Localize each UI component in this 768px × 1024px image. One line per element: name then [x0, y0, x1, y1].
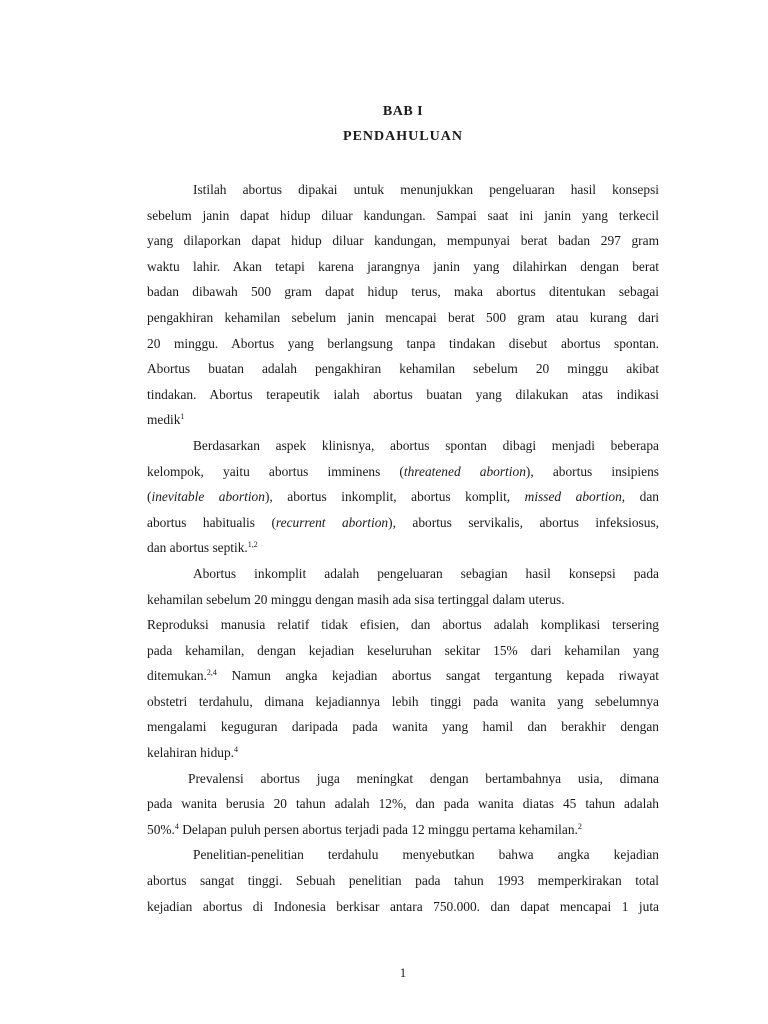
text-line: Istilah abortus dipakai untuk menunjukkan pengeluaran hasil konsepsi [193, 182, 659, 197]
text-line: mengalami keguguran daripada pada wanita yang hamil dan berakhir dengan [147, 719, 659, 735]
text-fragment: dan abortus septik. [147, 540, 248, 556]
footnote-ref: 4 [174, 821, 179, 831]
text-fragment: kelompok, yaitu abortus imminens ( [147, 463, 404, 479]
body-text [147, 177, 659, 919]
text-line [147, 510, 659, 536]
text-fragment: 50%. [147, 821, 175, 837]
italic-term: recurrent abortion [275, 514, 389, 530]
page-number: 1 [399, 965, 407, 980]
footnote-ref: 1 [180, 412, 185, 422]
paragraph-classification [147, 433, 659, 561]
text-line [147, 740, 659, 766]
text-fragment: Delapan puluh persen abortus terjadi pada 12 minggu pertama kehamilan. [178, 821, 578, 837]
paragraph-definition [147, 177, 659, 433]
text-line: abortus sangat tinggi. Sebuah penelitian pada tahun 1993 memperkirakan total [147, 873, 659, 889]
text-line: Abortus buatan adalah pengakhiran kehamilan sebelum 20 minggu akibat [147, 361, 659, 377]
text-line: Prevalensi abortus juga meningkat dengan bertambahnya usia, dimana [188, 770, 659, 786]
text-line: yang dilaporkan dapat hidup diluar kandungan, mempunyai berat badan 297 gram [147, 233, 659, 249]
text-line: waktu lahir. Akan tetapi karena jarangnya janin yang dilahirkan dengan berat [147, 258, 659, 274]
paragraph-prevalence [147, 766, 659, 843]
text-line [147, 484, 659, 510]
text-fragment: ), abortus servikalis, abortus infeksiosus, [388, 514, 659, 530]
text-line: kehamilan sebelum 20 minggu dengan masih ada sisa tertinggal dalam uterus. [147, 591, 565, 607]
text-line: Abortus inkomplit adalah pengeluaran sebagian hasil konsepsi pada [193, 565, 659, 581]
text-fragment: ), abortus insipiens [525, 463, 659, 479]
text-line: pengakhiran kehamilan sebelum janin mencapai berat 500 gram atau kurang dari [147, 309, 659, 325]
italic-term: threatened abortion [403, 463, 526, 479]
text-line [147, 663, 659, 689]
chapter-title: PENDAHULUAN [343, 129, 463, 144]
text-fragment: Namun angka kejadian abortus sangat tergantung kepada riwayat [216, 668, 659, 684]
text-line: Penelitian-penelitian terdahulu menyebutkan bahwa angka kejadian [193, 847, 659, 863]
text-fragment: kelahiran hidup. [147, 745, 235, 761]
text-fragment: medik [147, 412, 181, 428]
chapter-label: BAB I [382, 104, 424, 119]
paragraph-incomplete-abortion [147, 561, 659, 766]
text-line [147, 535, 659, 561]
footnote-ref: 1,2 [247, 540, 258, 550]
footnote-ref: 2,4 [206, 668, 217, 678]
text-fragment: abortus habitualis ( [147, 514, 276, 530]
text-line [147, 459, 659, 485]
text-line: Reproduksi manusia relatif tidak efisien, dan abortus adalah komplikasi tersering [147, 617, 659, 633]
paragraph-research [147, 842, 659, 919]
text-line: badan dibawah 500 gram dapat hidup terus, maka abortus ditentukan sebagai [147, 284, 659, 300]
text-line [147, 407, 659, 433]
footnote-ref: 2 [577, 821, 582, 831]
text-fragment: ditemukan. [147, 668, 207, 684]
text-line: pada wanita berusia 20 tahun adalah 12%, dan pada wanita diatas 45 tahun adalah [147, 796, 659, 812]
text-line: pada kehamilan, dengan kejadian keseluruhan sekitar 15% dari kehamilan yang [147, 642, 659, 658]
text-line [147, 817, 659, 843]
text-line: obstetri terdahulu, dimana kejadiannya lebih tinggi pada wanita yang sebelumnya [147, 693, 659, 709]
text-fragment: ( [147, 489, 152, 505]
text-fragment: ), abortus inkomplit, abortus komplit, [264, 489, 525, 505]
italic-term: missed abortion [524, 489, 622, 505]
text-line: Berdasarkan aspek klinisnya, abortus spontan dibagi menjadi beberapa [193, 437, 659, 453]
text-line: kejadian abortus di Indonesia berkisar antara 750.000. dan dapat mencapai 1 juta [147, 898, 659, 914]
text-line: sebelum janin dapat hidup diluar kandungan. Sampai saat ini janin yang terkecil [147, 207, 659, 223]
text-line: tindakan. Abortus terapeutik ialah abortus buatan yang dilakukan atas indikasi [147, 386, 659, 402]
text-fragment: , dan [621, 489, 659, 505]
footnote-ref: 4 [234, 745, 239, 755]
text-line: 20 minggu. Abortus yang berlangsung tanpa tindakan disebut abortus spontan. [147, 335, 659, 351]
italic-term: inevitable abortion [151, 489, 265, 505]
